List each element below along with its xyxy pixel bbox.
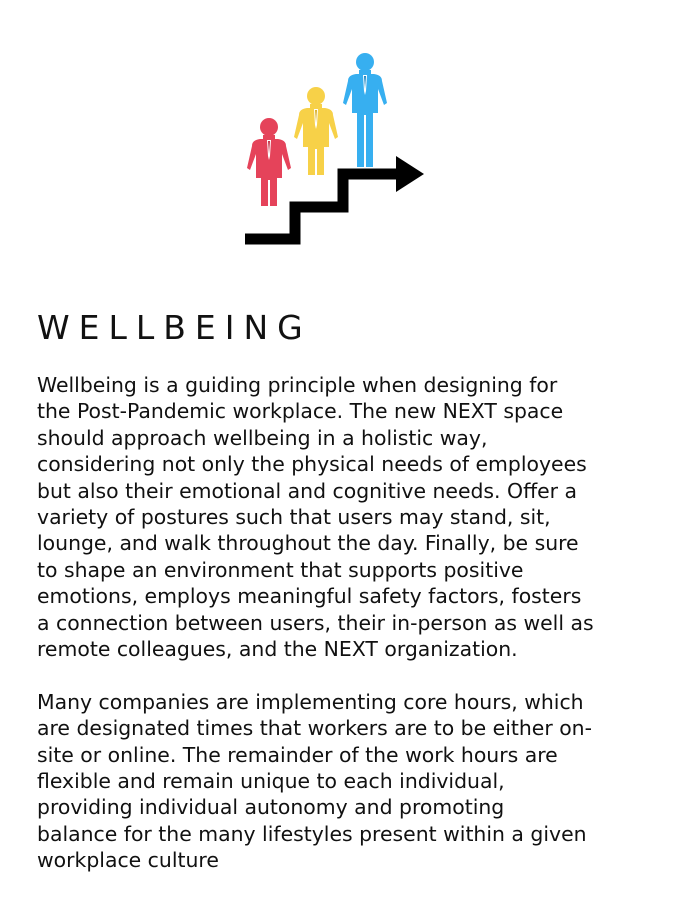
- person-yellow: [294, 87, 338, 175]
- page-title: WELLBEING: [37, 308, 312, 347]
- career-stairs-icon: [236, 50, 432, 250]
- text-line: to shape an environment that supports positive: [37, 557, 524, 582]
- text-line: should approach wellbeing in a holistic way,: [37, 425, 488, 450]
- text-line: providing individual autonomy and promoting: [37, 795, 505, 820]
- person-red: [247, 118, 291, 206]
- text-line: flexible and remain unique to each individual,: [37, 769, 505, 794]
- text-line: variety of postures such that users may stand, sit,: [37, 505, 551, 530]
- text-line: Wellbeing is a guiding principle when designing for: [37, 373, 558, 397]
- text-line: emotions, employs meaningful safety factors, fosters: [37, 584, 582, 609]
- stairs-arrow: [245, 174, 404, 239]
- body-text: [37, 372, 662, 900]
- text-line: Many companies are implementing core hours, which: [37, 689, 584, 714]
- paragraph-core-hours: [37, 689, 662, 874]
- text-line: but also their emotional and cognitive needs. Offer a: [37, 478, 578, 503]
- paragraph-wellbeing: [37, 372, 662, 662]
- career-stairs-illustration: [236, 50, 432, 250]
- person-blue: [343, 53, 387, 167]
- text-line: workplace culture: [37, 848, 219, 873]
- text-line: are designated times that workers are to be either on-: [37, 716, 592, 741]
- text-line: remote colleagues, and the NEXT organization.: [37, 637, 518, 662]
- arrow-head: [396, 156, 424, 192]
- text-line: balance for the many lifestyles present within a given: [37, 821, 587, 846]
- text-line: site or online. The remainder of the work hours are: [37, 742, 558, 767]
- text-line: the Post-Pandemic workplace. The new NEXT space: [37, 399, 564, 424]
- text-line: a connection between users, their in-person as well as: [37, 610, 594, 635]
- text-line: considering not only the physical needs of employees: [37, 452, 587, 477]
- text-line: lounge, and walk throughout the day. Finally, be sure: [37, 531, 579, 556]
